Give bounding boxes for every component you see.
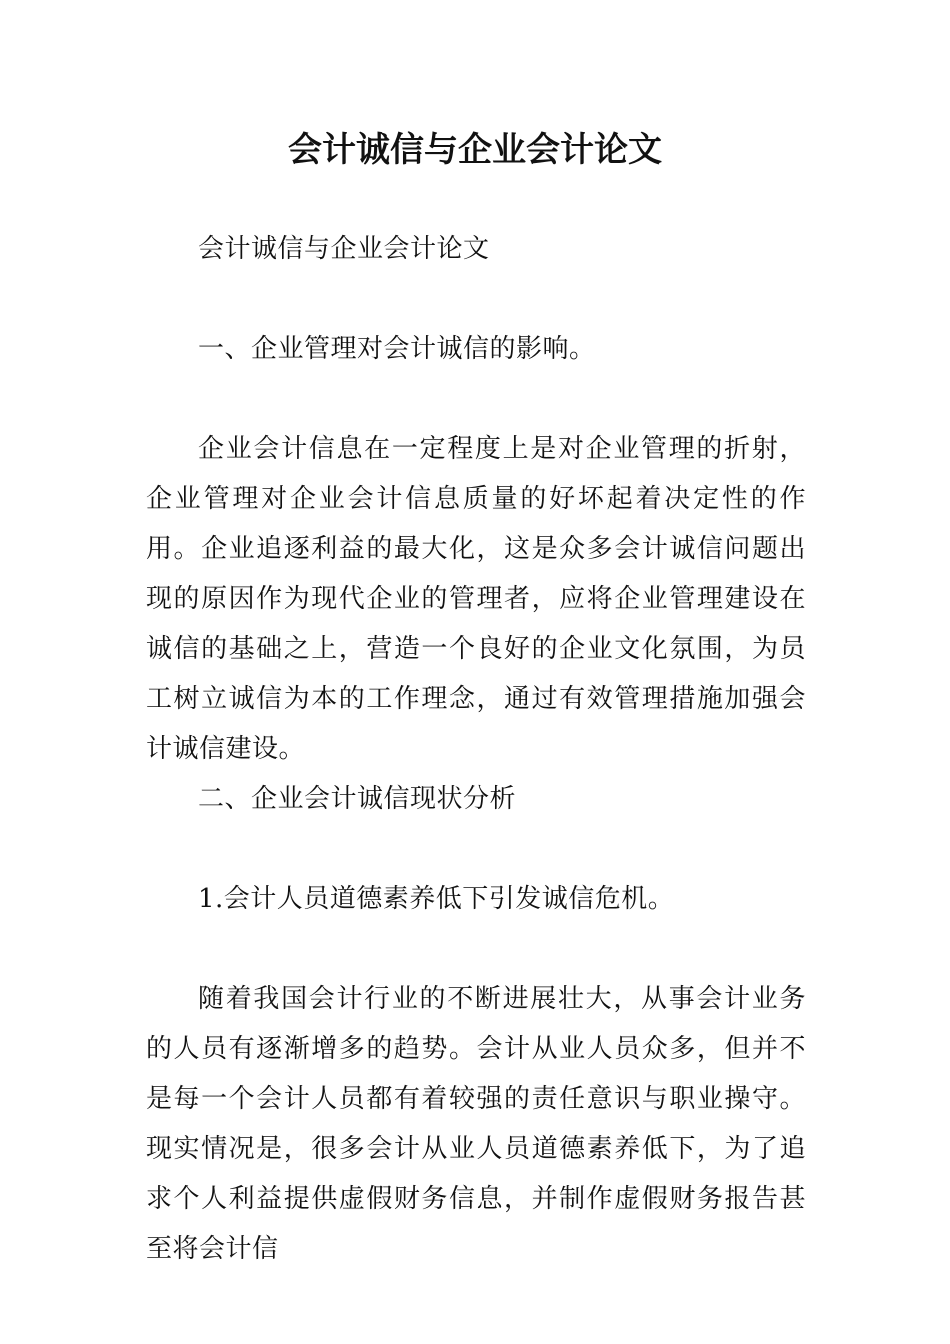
- document-title: 会计诚信与企业会计论文: [288, 130, 662, 170]
- subtitle-paragraph: 会计诚信与企业会计论文: [198, 234, 490, 264]
- section-heading-2: 二、企业会计诚信现状分析: [198, 784, 517, 814]
- body-paragraph-2: 随着我国会计行业的不断进展壮大，从事会计业务的人员有逐渐增多的趋势。会计从业人员众多，但并不是每一个会计人员都有着较强的责任意识与职业操守。现实情况是，很多会计从业人员道德素养低下，为了追求个人利益提供虚假财务信息，并制作虚假财务报告甚至将会计信: [146, 984, 806, 1264]
- section-heading-1: 一、企业管理对会计诚信的影响。: [198, 334, 596, 364]
- body-paragraph-1: 企业会计信息在一定程度上是对企业管理的折射，企业管理对企业会计信息质量的好坏起着决定性的作用。企业追逐利益的最大化，这是众多会计诚信问题出现的原因作为现代企业的管理者，应将企业管理建设在诚信的基础之上，营造一个良好的企业文化氛围，为员工树立诚信为本的工作理念，通过有效管理措施加强会计诚信建设。: [146, 434, 806, 764]
- subsection-heading-1: 1.会计人员道德素养低下引发诚信危机。: [198, 884, 675, 914]
